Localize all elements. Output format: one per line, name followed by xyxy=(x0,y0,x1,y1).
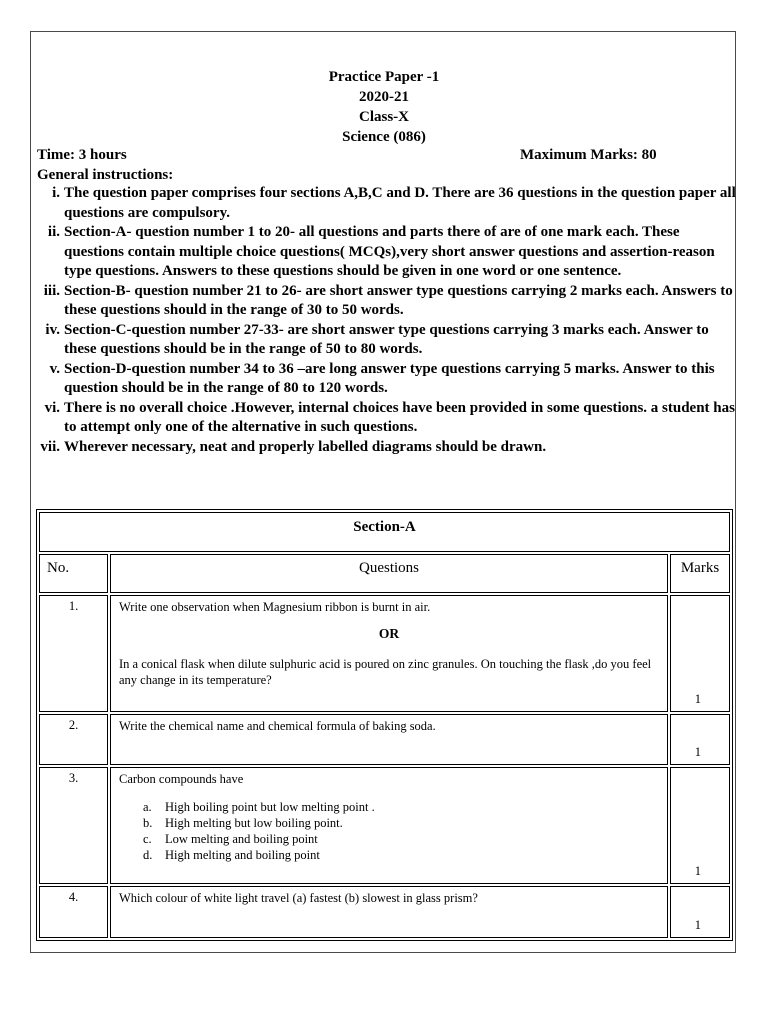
question-number: 4. xyxy=(39,886,108,938)
question-marks: 1 xyxy=(670,767,730,884)
subject-name: Science (086) xyxy=(342,129,426,145)
question-text: Carbon compounds have a. High boiling point but low melting point . b. High melting but low boiling point. c. Low melting and boiling point d. High melting and boiling point xyxy=(110,767,668,884)
instruction-item: iii. Section-B- question number 21 to 26- are short answer type questions carrying 2 marks each. Answers to these questions should in the range of 30 to 50 words. xyxy=(43,282,733,318)
question-marks: 1 xyxy=(670,886,730,938)
instruction-item: v. Section-D-question number 34 to 36 –are long answer type questions carrying 5 marks. Answer to this question should be in the range of 80 to 120 words. xyxy=(49,360,715,396)
time-label: Time: 3 hours xyxy=(37,147,127,163)
header-marks: Marks xyxy=(670,554,730,593)
option-item: d. High melting and boiling point xyxy=(143,848,320,862)
question-marks: 1 xyxy=(670,714,730,765)
max-marks-label: Maximum Marks: 80 xyxy=(520,147,657,163)
question-text: Write one observation when Magnesium ribbon is burnt in air. OR In a conical flask when dilute sulphuric acid is poured on zinc granules. On touching the flask ,do you feel any change in its temperature? xyxy=(110,595,668,712)
question-text: Which colour of white light travel (a) fastest (b) slowest in glass prism? xyxy=(110,886,668,938)
or-label: OR xyxy=(378,626,400,641)
class-name: Class-X xyxy=(358,109,409,125)
instructions-title: General instructions: xyxy=(37,167,174,183)
option-item: b. High melting but low boiling point. xyxy=(143,816,343,830)
options-list xyxy=(119,799,659,863)
instruction-item: i. The question paper comprises four sections A,B,C and D. There are 36 questions in the question paper all questions are compulsory. xyxy=(52,185,736,221)
question-text: Write the chemical name and chemical formula of baking soda. xyxy=(110,714,668,765)
session-year: 2020-21 xyxy=(359,89,409,105)
instruction-item: ii. Section-A- question number 1 to 20- all questions and parts there of are of one mark each. These questions contain multiple choice questions( MCQs),very short answer questions and assertion-reason type questions. Answers to these questions should be given in one word or one sentence. xyxy=(47,224,715,279)
instruction-item: vii. Wherever necessary, neat and properly labelled diagrams should be drawn. xyxy=(40,438,547,455)
question-number: 3. xyxy=(39,767,108,884)
section-title: Section-A xyxy=(39,512,730,552)
instruction-item: iv. Section-C-question number 27-33- are short answer type questions carrying 3 marks each. Answer to these questions should be in the range of 50 to 80 words. xyxy=(45,321,709,357)
paper-title: Practice Paper -1 xyxy=(328,69,440,85)
header-no: No. xyxy=(39,554,108,593)
instruction-item: vi. There is no overall choice .However, internal choices have been provided in some questions. a student has to attempt only one of the alternative in such questions. xyxy=(44,399,735,435)
option-item: a. High boiling point but low melting point . xyxy=(143,800,375,814)
question-marks: 1 xyxy=(670,595,730,712)
header-questions: Questions xyxy=(110,554,668,593)
question-number: 1. xyxy=(39,595,108,712)
option-item: c. Low melting and boiling point xyxy=(143,832,318,846)
instructions-list xyxy=(40,184,736,457)
paper-header xyxy=(0,67,768,147)
question-number: 2. xyxy=(39,714,108,765)
section-a-table xyxy=(36,509,733,941)
